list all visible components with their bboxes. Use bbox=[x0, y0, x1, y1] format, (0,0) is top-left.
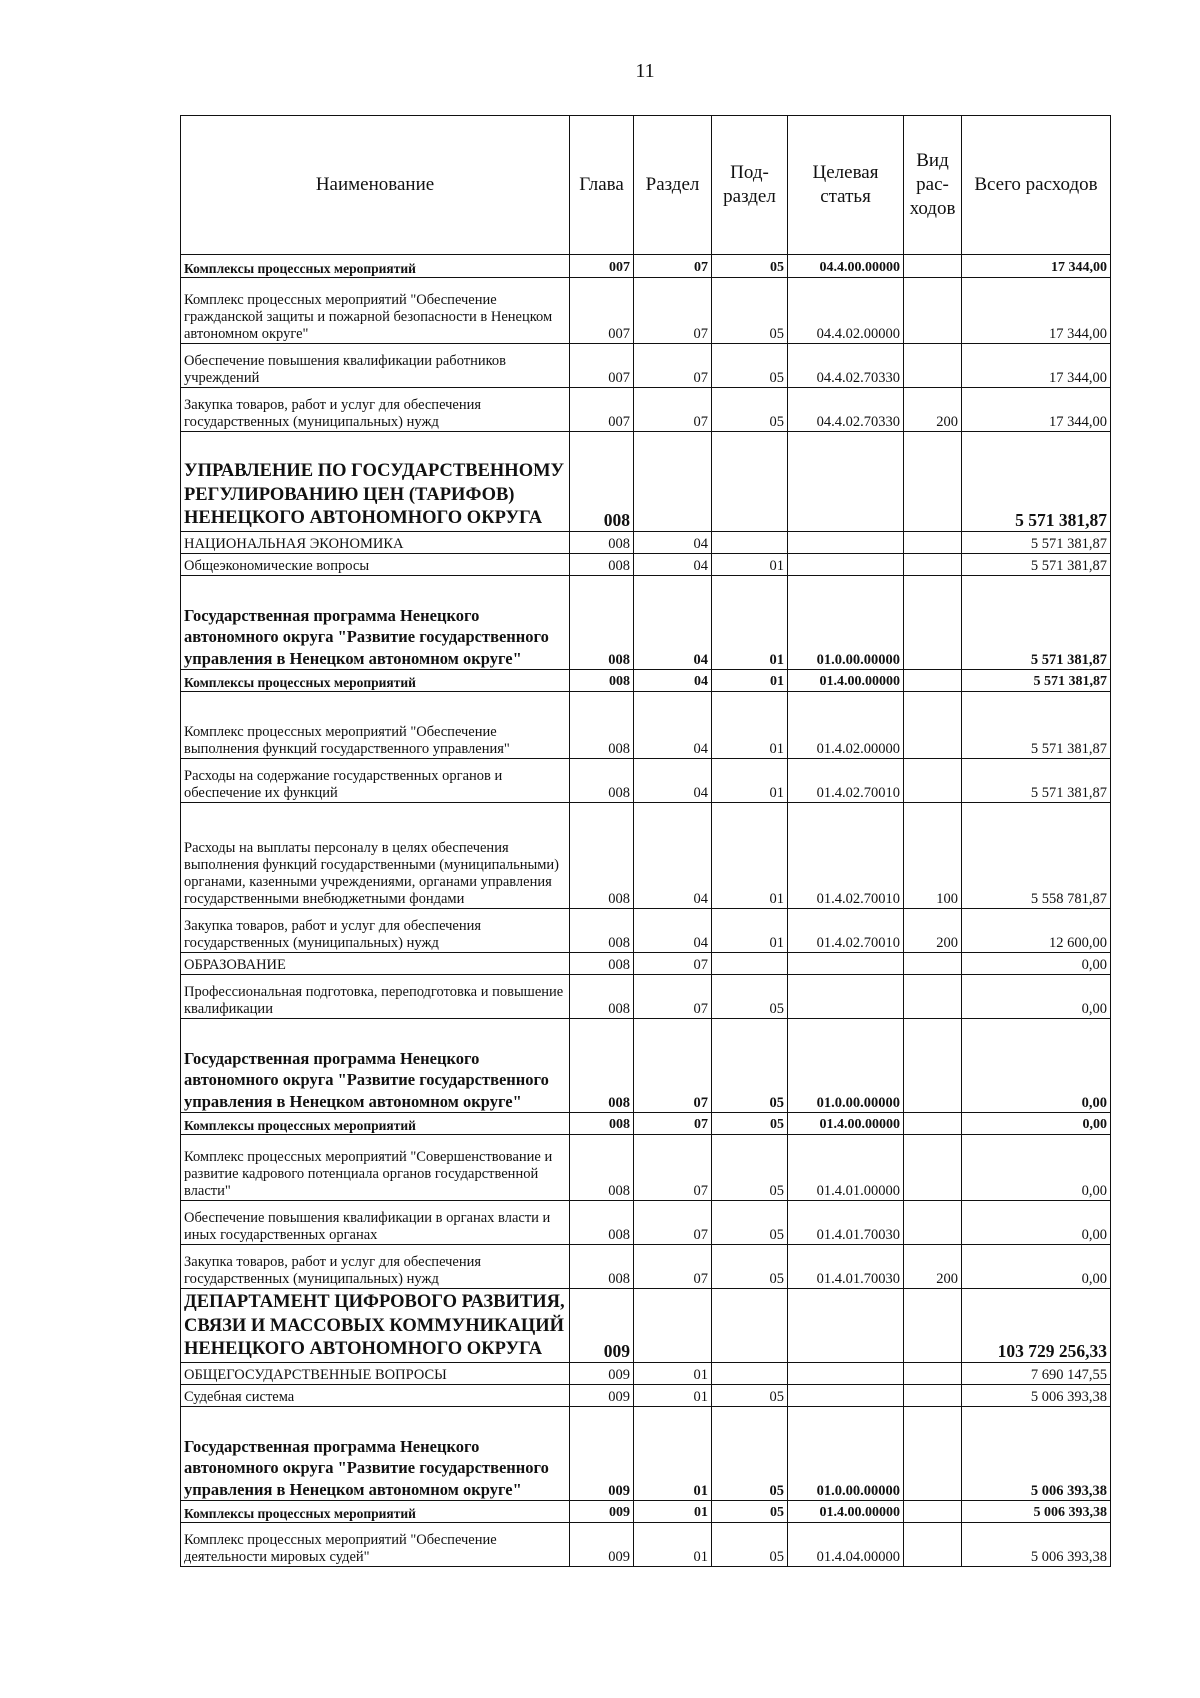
cell-podrazdel: 05 bbox=[712, 975, 788, 1019]
cell-razdel: 04 bbox=[634, 576, 712, 670]
cell-glava: 008 bbox=[570, 554, 634, 576]
cell-podrazdel: 05 bbox=[712, 388, 788, 432]
cell-statya: 01.4.00.00000 bbox=[788, 1501, 904, 1523]
cell-vid bbox=[904, 692, 962, 759]
table-row bbox=[181, 1019, 1111, 1113]
cell-glava: 007 bbox=[570, 278, 634, 344]
cell-statya: 01.4.04.00000 bbox=[788, 1523, 904, 1567]
cell-razdel: 04 bbox=[634, 909, 712, 953]
cell-glava: 008 bbox=[570, 803, 634, 909]
cell-podrazdel: 05 bbox=[712, 1407, 788, 1501]
page-number: 11 bbox=[635, 60, 655, 82]
header-total: Всего расходов bbox=[962, 116, 1111, 255]
cell-statya bbox=[788, 1363, 904, 1385]
table-row bbox=[181, 432, 1111, 532]
cell-vid bbox=[904, 1113, 962, 1135]
cell-statya: 01.4.02.70010 bbox=[788, 909, 904, 953]
table-row bbox=[181, 1363, 1111, 1385]
cell-podrazdel: 05 bbox=[712, 1523, 788, 1567]
cell-statya bbox=[788, 1289, 904, 1363]
cell-statya: 01.0.00.00000 bbox=[788, 576, 904, 670]
cell-razdel: 07 bbox=[634, 1245, 712, 1289]
cell-glava: 008 bbox=[570, 692, 634, 759]
cell-total: 5 558 781,87 bbox=[962, 803, 1111, 909]
cell-razdel bbox=[634, 432, 712, 532]
cell-statya bbox=[788, 432, 904, 532]
cell-statya bbox=[788, 1385, 904, 1407]
cell-statya: 01.4.02.70010 bbox=[788, 759, 904, 803]
cell-statya: 04.4.00.00000 bbox=[788, 255, 904, 278]
cell-vid bbox=[904, 278, 962, 344]
table-row bbox=[181, 909, 1111, 953]
cell-total: 0,00 bbox=[962, 953, 1111, 975]
cell-name: НАЦИОНАЛЬНАЯ ЭКОНОМИКА bbox=[181, 532, 570, 554]
cell-podrazdel bbox=[712, 432, 788, 532]
cell-glava: 007 bbox=[570, 255, 634, 278]
cell-total: 5 571 381,87 bbox=[962, 432, 1111, 532]
cell-total: 5 006 393,38 bbox=[962, 1407, 1111, 1501]
cell-statya: 01.4.02.00000 bbox=[788, 692, 904, 759]
cell-statya bbox=[788, 532, 904, 554]
cell-vid bbox=[904, 1201, 962, 1245]
cell-glava: 008 bbox=[570, 432, 634, 532]
cell-total: 5 006 393,38 bbox=[962, 1501, 1111, 1523]
cell-total: 0,00 bbox=[962, 1019, 1111, 1113]
cell-total: 5 571 381,87 bbox=[962, 554, 1111, 576]
cell-statya: 04.4.02.00000 bbox=[788, 278, 904, 344]
cell-name: Комплекс процессных мероприятий "Обеспечение гражданской защиты и пожарной безопасности в Ненецком автономном округе" bbox=[181, 278, 570, 344]
cell-statya: 04.4.02.70330 bbox=[788, 388, 904, 432]
cell-razdel: 01 bbox=[634, 1501, 712, 1523]
cell-total: 5 571 381,87 bbox=[962, 670, 1111, 692]
cell-name: Расходы на выплаты персоналу в целях обеспечения выполнения функций государственными (муниципальными) органами, казенными учреждениями, органами управления государственными внебюджетными фондами bbox=[181, 803, 570, 909]
cell-total: 5 571 381,87 bbox=[962, 759, 1111, 803]
cell-podrazdel: 01 bbox=[712, 576, 788, 670]
cell-statya: 01.4.01.70030 bbox=[788, 1201, 904, 1245]
cell-total: 103 729 256,33 bbox=[962, 1289, 1111, 1363]
cell-statya: 01.0.00.00000 bbox=[788, 1407, 904, 1501]
cell-vid bbox=[904, 532, 962, 554]
cell-statya: 04.4.02.70330 bbox=[788, 344, 904, 388]
cell-razdel: 07 bbox=[634, 953, 712, 975]
cell-name: УПРАВЛЕНИЕ ПО ГОСУДАРСТВЕННОМУ РЕГУЛИРОВАНИЮ ЦЕН (ТАРИФОВ) НЕНЕЦКОГО АВТОНОМНОГО ОКРУГА bbox=[181, 432, 570, 532]
cell-vid: 100 bbox=[904, 803, 962, 909]
cell-name: Комплекс процессных мероприятий "Обеспечение деятельности мировых судей" bbox=[181, 1523, 570, 1567]
cell-razdel: 01 bbox=[634, 1407, 712, 1501]
table-row bbox=[181, 803, 1111, 909]
table-row bbox=[181, 953, 1111, 975]
table-row bbox=[181, 1135, 1111, 1201]
cell-name: ОБРАЗОВАНИЕ bbox=[181, 953, 570, 975]
table-row bbox=[181, 1113, 1111, 1135]
cell-razdel: 07 bbox=[634, 1135, 712, 1201]
cell-vid bbox=[904, 1523, 962, 1567]
cell-total: 5 571 381,87 bbox=[962, 532, 1111, 554]
cell-podrazdel: 05 bbox=[712, 1135, 788, 1201]
cell-glava: 009 bbox=[570, 1289, 634, 1363]
cell-glava: 008 bbox=[570, 576, 634, 670]
cell-statya: 01.4.02.70010 bbox=[788, 803, 904, 909]
header-podrazdel: Под- раздел bbox=[712, 116, 788, 255]
cell-name: Комплекс процессных мероприятий "Обеспечение выполнения функций государственного управления" bbox=[181, 692, 570, 759]
cell-razdel: 04 bbox=[634, 803, 712, 909]
cell-total: 5 571 381,87 bbox=[962, 692, 1111, 759]
cell-glava: 008 bbox=[570, 1245, 634, 1289]
cell-glava: 008 bbox=[570, 759, 634, 803]
cell-glava: 007 bbox=[570, 388, 634, 432]
cell-podrazdel: 05 bbox=[712, 344, 788, 388]
cell-name: Государственная программа Ненецкого автономного округа "Развитие государственного управления в Ненецком автономном округе" bbox=[181, 1019, 570, 1113]
cell-vid bbox=[904, 1135, 962, 1201]
cell-name: ДЕПАРТАМЕНТ ЦИФРОВОГО РАЗВИТИЯ, СВЯЗИ И МАССОВЫХ КОММУНИКАЦИЙ НЕНЕЦКОГО АВТОНОМНОГО ОКРУГА bbox=[181, 1289, 570, 1363]
cell-vid bbox=[904, 1289, 962, 1363]
cell-razdel: 04 bbox=[634, 759, 712, 803]
cell-glava: 008 bbox=[570, 1201, 634, 1245]
cell-glava: 008 bbox=[570, 975, 634, 1019]
cell-glava: 008 bbox=[570, 1135, 634, 1201]
cell-total: 5 006 393,38 bbox=[962, 1523, 1111, 1567]
cell-total: 12 600,00 bbox=[962, 909, 1111, 953]
cell-vid bbox=[904, 432, 962, 532]
cell-vid: 200 bbox=[904, 1245, 962, 1289]
cell-glava: 008 bbox=[570, 1113, 634, 1135]
header-razdel: Раздел bbox=[634, 116, 712, 255]
cell-glava: 009 bbox=[570, 1523, 634, 1567]
table-row bbox=[181, 1407, 1111, 1501]
cell-razdel: 04 bbox=[634, 692, 712, 759]
cell-podrazdel: 01 bbox=[712, 803, 788, 909]
header-vid: Вид рас- ходов bbox=[904, 116, 962, 255]
cell-razdel: 07 bbox=[634, 1019, 712, 1113]
table-row bbox=[181, 344, 1111, 388]
cell-total: 5 571 381,87 bbox=[962, 576, 1111, 670]
cell-vid bbox=[904, 670, 962, 692]
cell-vid bbox=[904, 975, 962, 1019]
cell-statya: 01.4.01.00000 bbox=[788, 1135, 904, 1201]
cell-name: Закупка товаров, работ и услуг для обеспечения государственных (муниципальных) нужд bbox=[181, 909, 570, 953]
cell-total: 5 006 393,38 bbox=[962, 1385, 1111, 1407]
table-row bbox=[181, 1523, 1111, 1567]
cell-statya bbox=[788, 975, 904, 1019]
cell-glava: 008 bbox=[570, 532, 634, 554]
cell-name: Расходы на содержание государственных органов и обеспечение их функций bbox=[181, 759, 570, 803]
cell-glava: 008 bbox=[570, 1019, 634, 1113]
cell-vid bbox=[904, 255, 962, 278]
cell-total: 0,00 bbox=[962, 1113, 1111, 1135]
cell-razdel: 07 bbox=[634, 1113, 712, 1135]
cell-podrazdel: 05 bbox=[712, 1201, 788, 1245]
cell-glava: 009 bbox=[570, 1501, 634, 1523]
table-header-row bbox=[181, 116, 1111, 255]
cell-vid bbox=[904, 576, 962, 670]
table-row bbox=[181, 1201, 1111, 1245]
header-glava: Глава bbox=[570, 116, 634, 255]
cell-total: 17 344,00 bbox=[962, 388, 1111, 432]
table-row bbox=[181, 278, 1111, 344]
cell-name: Комплексы процессных мероприятий bbox=[181, 255, 570, 278]
cell-name: Обеспечение повышения квалификации в органах власти и иных государственных органах bbox=[181, 1201, 570, 1245]
cell-vid bbox=[904, 1363, 962, 1385]
cell-glava: 009 bbox=[570, 1407, 634, 1501]
cell-podrazdel bbox=[712, 1363, 788, 1385]
cell-razdel: 07 bbox=[634, 255, 712, 278]
cell-vid bbox=[904, 344, 962, 388]
cell-name: Обеспечение повышения квалификации работников учреждений bbox=[181, 344, 570, 388]
cell-total: 17 344,00 bbox=[962, 278, 1111, 344]
cell-vid bbox=[904, 759, 962, 803]
table-row bbox=[181, 576, 1111, 670]
cell-glava: 009 bbox=[570, 1363, 634, 1385]
cell-podrazdel: 05 bbox=[712, 1385, 788, 1407]
cell-podrazdel: 01 bbox=[712, 909, 788, 953]
cell-vid bbox=[904, 1501, 962, 1523]
cell-podrazdel: 01 bbox=[712, 692, 788, 759]
cell-name: Общеэкономические вопросы bbox=[181, 554, 570, 576]
cell-podrazdel: 05 bbox=[712, 1501, 788, 1523]
cell-razdel: 01 bbox=[634, 1523, 712, 1567]
cell-name: ОБЩЕГОСУДАРСТВЕННЫЕ ВОПРОСЫ bbox=[181, 1363, 570, 1385]
cell-statya: 01.4.00.00000 bbox=[788, 1113, 904, 1135]
cell-name: Государственная программа Ненецкого автономного округа "Развитие государственного управления в Ненецком автономном округе" bbox=[181, 1407, 570, 1501]
cell-razdel: 07 bbox=[634, 344, 712, 388]
cell-statya: 01.4.00.00000 bbox=[788, 670, 904, 692]
cell-podrazdel: 05 bbox=[712, 255, 788, 278]
table-row bbox=[181, 670, 1111, 692]
cell-razdel bbox=[634, 1289, 712, 1363]
cell-podrazdel: 05 bbox=[712, 1245, 788, 1289]
cell-podrazdel: 01 bbox=[712, 554, 788, 576]
cell-glava: 008 bbox=[570, 909, 634, 953]
cell-razdel: 04 bbox=[634, 670, 712, 692]
cell-razdel: 07 bbox=[634, 975, 712, 1019]
cell-statya bbox=[788, 554, 904, 576]
cell-podrazdel: 01 bbox=[712, 759, 788, 803]
cell-name: Закупка товаров, работ и услуг для обеспечения государственных (муниципальных) нужд bbox=[181, 1245, 570, 1289]
table-row bbox=[181, 388, 1111, 432]
header-name: Наименование bbox=[181, 116, 570, 255]
cell-name: Комплексы процессных мероприятий bbox=[181, 1501, 570, 1523]
table-row bbox=[181, 759, 1111, 803]
cell-podrazdel: 05 bbox=[712, 1113, 788, 1135]
table-row bbox=[181, 1501, 1111, 1523]
cell-statya: 01.0.00.00000 bbox=[788, 1019, 904, 1113]
cell-podrazdel: 01 bbox=[712, 670, 788, 692]
cell-total: 7 690 147,55 bbox=[962, 1363, 1111, 1385]
cell-name: Комплексы процессных мероприятий bbox=[181, 670, 570, 692]
cell-total: 0,00 bbox=[962, 1135, 1111, 1201]
table-row bbox=[181, 255, 1111, 278]
cell-total: 17 344,00 bbox=[962, 255, 1111, 278]
cell-razdel: 01 bbox=[634, 1363, 712, 1385]
cell-name: Государственная программа Ненецкого автономного округа "Развитие государственного управления в Ненецком автономном округе" bbox=[181, 576, 570, 670]
cell-name: Комплексы процессных мероприятий bbox=[181, 1113, 570, 1135]
cell-glava: 007 bbox=[570, 344, 634, 388]
table-row bbox=[181, 692, 1111, 759]
cell-razdel: 04 bbox=[634, 554, 712, 576]
cell-razdel: 07 bbox=[634, 278, 712, 344]
cell-name: Закупка товаров, работ и услуг для обеспечения государственных (муниципальных) нужд bbox=[181, 388, 570, 432]
cell-glava: 009 bbox=[570, 1385, 634, 1407]
cell-vid: 200 bbox=[904, 909, 962, 953]
cell-name: Профессиональная подготовка, переподготовка и повышение квалификации bbox=[181, 975, 570, 1019]
table-row bbox=[181, 1289, 1111, 1363]
cell-podrazdel: 05 bbox=[712, 1019, 788, 1113]
table-body bbox=[181, 255, 1111, 1567]
cell-name: Судебная система bbox=[181, 1385, 570, 1407]
table-row bbox=[181, 532, 1111, 554]
cell-total: 17 344,00 bbox=[962, 344, 1111, 388]
cell-vid bbox=[904, 1407, 962, 1501]
table-row bbox=[181, 975, 1111, 1019]
cell-total: 0,00 bbox=[962, 1245, 1111, 1289]
cell-vid: 200 bbox=[904, 388, 962, 432]
cell-glava: 008 bbox=[570, 670, 634, 692]
header-statya: Целевая статья bbox=[788, 116, 904, 255]
cell-name: Комплекс процессных мероприятий "Совершенствование и развитие кадрового потенциала органов государственной власти" bbox=[181, 1135, 570, 1201]
cell-statya: 01.4.01.70030 bbox=[788, 1245, 904, 1289]
cell-total: 0,00 bbox=[962, 975, 1111, 1019]
cell-razdel: 07 bbox=[634, 388, 712, 432]
budget-table bbox=[180, 115, 1111, 1567]
cell-vid bbox=[904, 1385, 962, 1407]
cell-podrazdel: 05 bbox=[712, 278, 788, 344]
cell-razdel: 01 bbox=[634, 1385, 712, 1407]
cell-razdel: 04 bbox=[634, 532, 712, 554]
table-row bbox=[181, 1245, 1111, 1289]
cell-glava: 008 bbox=[570, 953, 634, 975]
cell-razdel: 07 bbox=[634, 1201, 712, 1245]
cell-podrazdel bbox=[712, 532, 788, 554]
cell-total: 0,00 bbox=[962, 1201, 1111, 1245]
cell-podrazdel bbox=[712, 953, 788, 975]
table-row bbox=[181, 554, 1111, 576]
cell-vid bbox=[904, 554, 962, 576]
cell-podrazdel bbox=[712, 1289, 788, 1363]
cell-vid bbox=[904, 1019, 962, 1113]
table-row bbox=[181, 1385, 1111, 1407]
cell-vid bbox=[904, 953, 962, 975]
cell-statya bbox=[788, 953, 904, 975]
